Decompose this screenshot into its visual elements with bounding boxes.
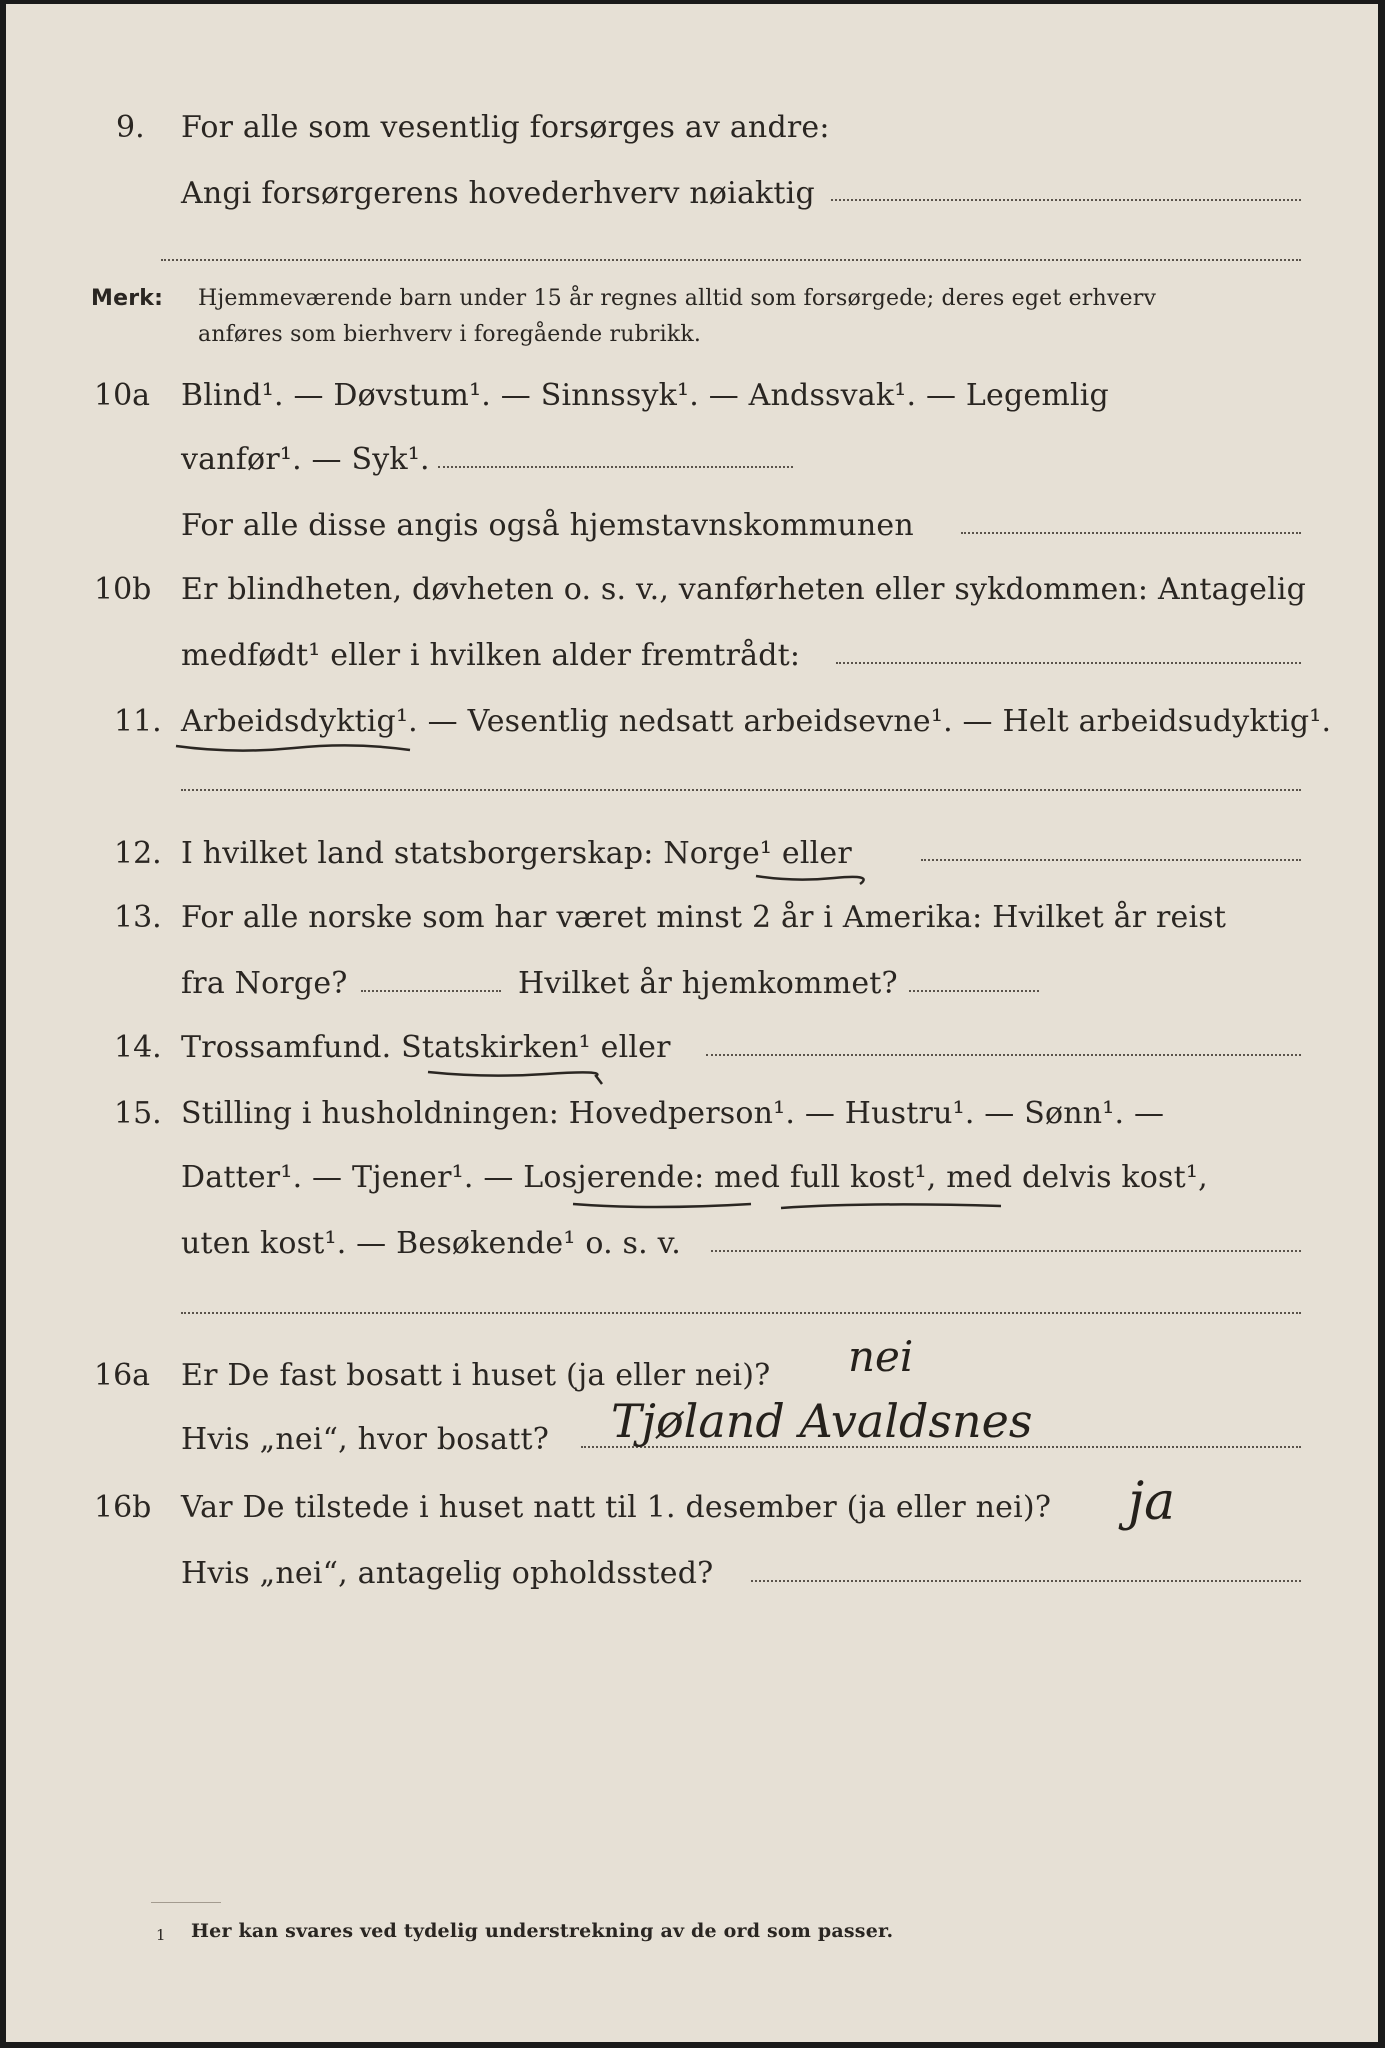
q10b-line2: medfødt¹ eller i hvilken alder fremtrådt: (181, 638, 801, 673)
q16b-line1: Var De tilstede i huset natt til 1. desember (ja eller nei)? (181, 1490, 1052, 1525)
q14-number: 14. (114, 1030, 162, 1065)
census-form-page (6, 4, 1378, 2042)
q11-number: 11. (114, 704, 162, 739)
q14-fill-line (706, 1054, 1301, 1056)
q13-line2a: fra Norge? (181, 966, 348, 1001)
merk-line1: Hjemmeværende barn under 15 år regnes alltid som forsørgede; deres eget erhverv (198, 286, 1157, 311)
q15-line2: Datter¹. — Tjener¹. — Losjerende: med full kost¹, med delvis kost¹, (181, 1160, 1208, 1195)
q9-line2: Angi forsørgerens hovederhverv nøiaktig (181, 176, 815, 211)
q15-fill-line-2 (181, 1312, 1301, 1314)
q14-line1: Trossamfund. Statskirken¹ eller (181, 1030, 671, 1065)
q12-fill-line (921, 859, 1301, 861)
q9-number: 9. (116, 110, 145, 145)
q11-fill-line (181, 789, 1301, 791)
q15-number: 15. (114, 1096, 162, 1131)
q15-fill-line (711, 1250, 1301, 1252)
q9-fill-line-2 (161, 259, 1301, 261)
q12-underline-norge (754, 866, 864, 890)
q12-number: 12. (114, 836, 162, 871)
q12-line1: I hvilket land statsborgerskap: Norge¹ eller (181, 836, 852, 871)
q13-fill-line-hjemkommet (909, 990, 1039, 992)
q14-underline-statskirken (426, 1060, 616, 1086)
q16a-number: 16a (94, 1358, 151, 1393)
q16a-line1: Er De fast bosatt i huset (ja eller nei)? (181, 1358, 771, 1393)
q10a-line1: Blind¹. — Døvstum¹. — Sinnssyk¹. — Andssvak¹. — Legemlig (181, 378, 1109, 413)
q9-fill-line (831, 199, 1301, 201)
q10b-fill-line (836, 662, 1301, 664)
q16b-fill-line (751, 1580, 1301, 1582)
q10a-fill-line (438, 466, 793, 468)
q16b-number: 16b (94, 1490, 152, 1525)
q10a-line3: For alle disse angis også hjemstavnskommunen (181, 508, 914, 543)
footnote-text: Her kan svares ved tydelig understrekning av de ord som passer. (191, 1920, 894, 1942)
q16b-answer-ja: ja (1128, 1472, 1176, 1532)
merk-label: Merk: (91, 286, 164, 311)
q16b-line2: Hvis „nei“, antagelig opholdssted? (181, 1556, 714, 1591)
q13-fill-line-reist (361, 990, 501, 992)
q15-line3: uten kost¹. — Besøkende¹ o. s. v. (181, 1226, 681, 1261)
q10a-line2: vanfør¹. — Syk¹. (181, 442, 430, 477)
q13-number: 13. (114, 900, 162, 935)
q16a-answer-bosatt: Tjøland Avaldsnes (611, 1394, 1033, 1448)
q13-line2b: Hvilket år hjemkommet? (518, 966, 898, 1001)
q15-line1: Stilling i husholdningen: Hovedperson¹. — Hustru¹. — Sønn¹. — (181, 1096, 1165, 1131)
q10a-number: 10a (94, 378, 151, 413)
merk-line2: anføres som bierhverv i foregående rubrikk. (198, 322, 702, 347)
q11-underline-arbeidsdyktig (174, 734, 414, 758)
q10b-line1: Er blindheten, døvheten o. s. v., vanførheten eller sykdommen: Antagelig (181, 572, 1307, 607)
footnote-rule (151, 1902, 221, 1903)
q11-line1: Arbeidsdyktig¹. — Vesentlig nedsatt arbeidsevne¹. — Helt arbeidsudyktig¹. (181, 704, 1332, 739)
footnote-mark: 1 (156, 1926, 166, 1944)
q10b-number: 10b (94, 572, 152, 607)
q10a-fill-line-2 (961, 532, 1301, 534)
q16a-answer-nei: nei (848, 1332, 914, 1381)
q15-underline-losjerende-full-kost (571, 1190, 1011, 1218)
q13-line1: For alle norske som har været minst 2 år i Amerika: Hvilket år reist (181, 900, 1227, 935)
q16a-line2: Hvis „nei“, hvor bosatt? (181, 1422, 550, 1457)
q9-line1: For alle som vesentlig forsørges av andre: (181, 110, 830, 145)
